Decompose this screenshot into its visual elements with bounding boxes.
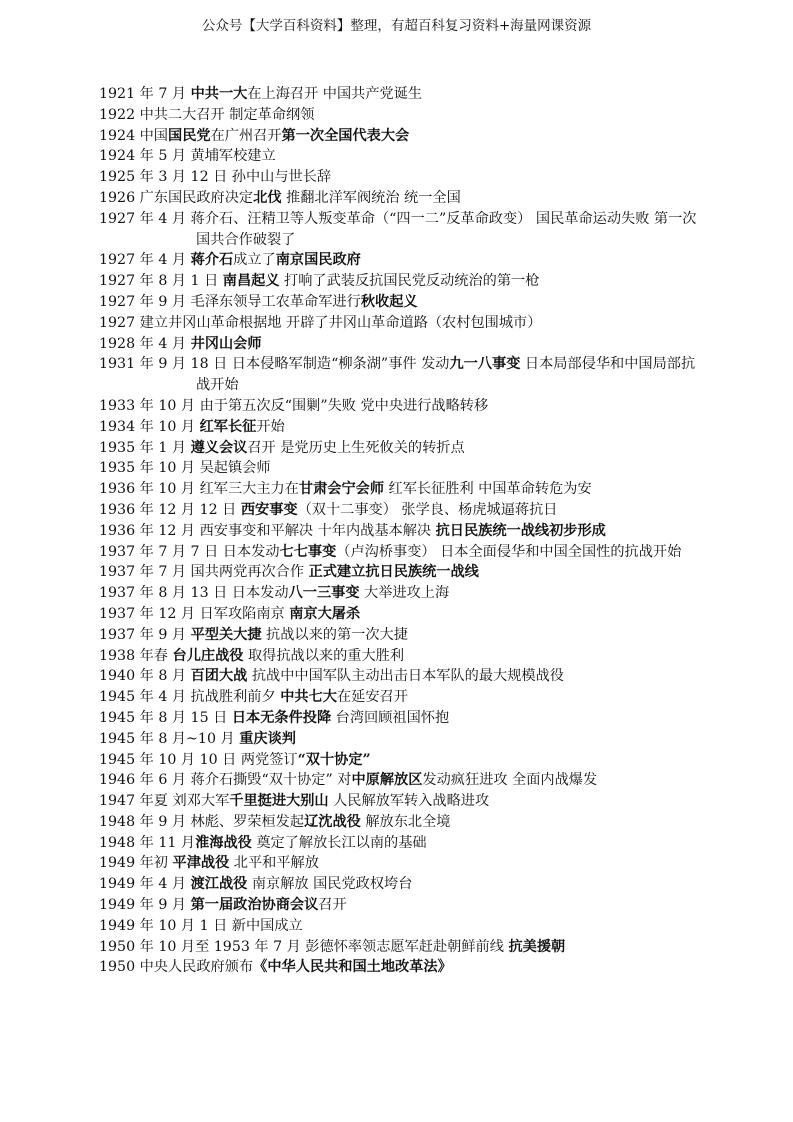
event-keyword: 八一三事变 [288, 585, 360, 602]
event-keyword: 九一八事变 [449, 356, 521, 373]
event-keyword: 西安事变 [240, 501, 298, 518]
timeline-entry [99, 874, 709, 895]
entry-text: 1936 年 12 月 西安事变和平解决 十年内战基本解决 [99, 522, 436, 539]
event-keyword: 中原解放区 [351, 772, 423, 789]
timeline-entry [99, 687, 709, 708]
event-keyword: 第一次全国代表大会 [281, 127, 410, 144]
timeline-entry [99, 271, 709, 292]
entry-text: 1937 年 7 月 国共两党再次合作 [99, 564, 309, 581]
timeline-list [99, 84, 709, 978]
event-keyword: 淮海战役 [195, 834, 252, 851]
entry-text: 在广州召开 [210, 127, 282, 144]
document-header: 公众号【大学百科资料】整理，有超百科复习资料+海量网课资源 [201, 18, 592, 34]
timeline-entry [99, 853, 709, 874]
entry-text: 1931 年 9 月 18 日 日本侵略军制造“柳条湖”事件 发动 [99, 356, 450, 373]
entry-text: 1938 年春 [99, 647, 173, 664]
timeline-entry [99, 292, 709, 313]
event-keyword: 蒋介石 [190, 252, 234, 269]
event-keyword: 平型关大捷 [190, 626, 262, 643]
entry-text: 1940 年 8 月 [99, 668, 191, 685]
entry-text: 1950 年 10 月至 1953 年 7 月 彭德怀率领志愿军赶赴朝鲜前线 [99, 938, 509, 955]
event-keyword: 遵义会议 [190, 439, 248, 456]
event-keyword: 重庆谈判 [239, 730, 296, 747]
event-keyword: 七七事变 [279, 543, 337, 560]
entry-text: 南京解放 国民党政权垮台 [247, 876, 413, 893]
entry-text: 推翻北洋军阀统治 统一全国 [281, 189, 461, 206]
entry-text: 1935 年 10 月 吴起镇会师 [99, 460, 271, 477]
timeline-entry [99, 604, 709, 625]
entry-text: 1937 年 8 月 13 日 日本发动 [99, 585, 289, 602]
timeline-entry [99, 458, 709, 479]
timeline-entry [99, 521, 709, 542]
entry-text: 打响了武装反抗国民党反动统治的第一枪 [279, 273, 540, 290]
event-keyword: 南京大屠杀 [289, 605, 361, 622]
timeline-entry [99, 542, 709, 563]
entry-text: 抗战以来的第一次大捷 [261, 626, 408, 643]
entry-text: 台湾回顾祖国怀抱 [331, 709, 450, 726]
entry-text: 在延安召开 [336, 689, 408, 706]
entry-text: 1948 年 9 月 林彪、罗荣桓发起 [99, 813, 305, 830]
event-keyword: 千里挺进大别山 [229, 793, 329, 810]
timeline-entry [99, 167, 709, 188]
entry-text: 1934 年 10 月 [99, 418, 200, 435]
event-keyword: 中共七大 [280, 689, 337, 706]
timeline-entry [99, 562, 709, 583]
event-keyword: 渡江战役 [190, 876, 248, 893]
timeline-entry [99, 895, 709, 916]
entry-text: 1927 年 4 月 [99, 252, 191, 269]
timeline-entry [99, 209, 709, 251]
event-keyword: 平津战役 [172, 855, 230, 872]
timeline-entry [99, 708, 709, 729]
timeline-entry [99, 937, 709, 958]
entry-text: 1945 年 4 月 抗战胜利前夕 [99, 689, 281, 706]
event-keyword: 辽沈战役 [304, 813, 361, 830]
entry-text: 奠定了解放长江以南的基础 [251, 834, 427, 851]
entry-text: 1925 年 3 月 12 日 孙中山与世长辞 [99, 169, 332, 186]
entry-text: 北平和平解放 [229, 855, 319, 872]
event-keyword: 日本无条件投降 [231, 709, 332, 726]
timeline-entry [99, 957, 709, 978]
entry-text: 红军长征胜利 中国革命转危为安 [384, 481, 592, 498]
entry-text: 成立了 [233, 252, 276, 269]
timeline-entry [99, 750, 709, 771]
entry-text: 1924 年 5 月 黄埔军校建立 [99, 148, 276, 165]
event-keyword: 秋收起义 [360, 293, 418, 310]
entry-text: 1946 年 6 月 蒋介石撕毁“双十协定” 对 [99, 772, 352, 789]
timeline-entry [99, 646, 709, 667]
event-keyword: 红军长征 [199, 418, 257, 435]
entry-text: 召开 是党历史上生死攸关的转折点 [247, 439, 465, 456]
entry-text: 1935 年 1 月 [99, 439, 191, 456]
entry-text: 在上海召开 中国共产党诞生 [247, 86, 423, 102]
timeline-entry [99, 354, 709, 396]
entry-text: 1949 年 10 月 1 日 新中国成立 [99, 917, 303, 934]
timeline-entry [99, 146, 709, 167]
timeline-entry [99, 500, 709, 521]
timeline-entry [99, 812, 709, 833]
timeline-entry [99, 84, 709, 105]
event-keyword: 抗日民族统一战线初步形成 [435, 522, 606, 539]
entry-text: 1950 中央人民政府颁布 [99, 959, 254, 976]
timeline-entry [99, 666, 709, 687]
timeline-entry [99, 438, 709, 459]
entry-text: （卢沟桥事变） 日本全面侵华和中国全国性的抗战开始 [336, 543, 682, 560]
entry-text: 1945 年 8 月 15 日 [99, 709, 232, 726]
event-keyword: 中共一大 [190, 86, 248, 102]
event-keyword: “双十协定” [297, 751, 371, 768]
event-keyword: 正式建立抗日民族统一战线 [308, 564, 479, 581]
entry-text: 日本局部侵华和中国局部抗战开始 [196, 356, 696, 394]
entry-text: 1937 年 7 月 7 日 日本发动 [99, 543, 280, 560]
timeline-entry [99, 126, 709, 147]
entry-text: 1927 年 8 月 1 日 [99, 273, 223, 290]
entry-text: 1949 年初 [99, 855, 173, 872]
timeline-entry [99, 625, 709, 646]
timeline-entry [99, 250, 709, 271]
entry-text: 1924 中国 [99, 127, 168, 144]
timeline-entry [99, 583, 709, 604]
entry-text: 1928 年 4 月 [99, 335, 191, 352]
event-keyword: 《中华人民共和国土地改革法》 [253, 959, 452, 976]
entry-text: 人民解放军转入战略进攻 [328, 793, 490, 810]
entry-text: 开始 [256, 418, 285, 435]
event-keyword: 第一届政治协商会议 [190, 897, 319, 914]
entry-text: 1933 年 10 月 由于第五次反“围剿”失败 党中央进行战略转移 [99, 397, 489, 414]
entry-text: 抗战中中国军队主动出击日本军队的最大规模战役 [247, 668, 564, 685]
entry-text: 1936 年 10 月 红军三大主力在 [99, 481, 299, 498]
entry-text: 召开 [318, 897, 347, 914]
entry-text: 发动疯狂进攻 全面内战爆发 [422, 772, 598, 789]
entry-text: 解放东北全境 [360, 813, 451, 830]
event-keyword: 南昌起义 [222, 273, 280, 290]
entry-text: 取得抗战以来的重大胜利 [243, 647, 405, 664]
timeline-entry [99, 313, 709, 334]
event-keyword: 井冈山会师 [190, 335, 262, 352]
event-keyword: 国民党 [168, 127, 211, 144]
timeline-entry [99, 105, 709, 126]
entry-text: 1947 年夏 刘邓大军 [99, 793, 230, 810]
entry-text: 1948 年 11 月 [99, 834, 196, 851]
entry-text: 1921 年 7 月 [99, 86, 191, 102]
entry-text: 大举进攻上海 [359, 585, 450, 602]
timeline-entry [99, 729, 709, 750]
entry-text: 1949 年 4 月 [99, 876, 191, 893]
timeline-entry [99, 770, 709, 791]
entry-text: 1937 年 9 月 [99, 626, 191, 643]
event-keyword: 甘肃会宁会师 [298, 481, 385, 498]
entry-text: 1945 年 8 月~10 月 [99, 730, 240, 747]
entry-text: 1927 建立井冈山革命根据地 开辟了井冈山革命道路（农村包围城市） [99, 314, 542, 331]
timeline-entry [99, 334, 709, 355]
entry-text: 1927 年 9 月 毛泽东领导工农革命军进行 [99, 293, 361, 310]
entry-text: 1936 年 12 月 12 日 [99, 501, 241, 518]
entry-text: 1949 年 9 月 [99, 897, 191, 914]
entry-text: （双十二事变） 张学良、杨虎城逼蒋抗日 [297, 501, 558, 518]
timeline-entry [99, 479, 709, 500]
event-keyword: 北伐 [253, 189, 282, 206]
entry-text: 1926 广东国民政府决定 [99, 189, 254, 206]
event-keyword: 台儿庄战役 [172, 647, 244, 664]
timeline-entry [99, 396, 709, 417]
timeline-entry [99, 916, 709, 937]
timeline-entry [99, 188, 709, 209]
entry-text: 1922 中共二大召开 制定革命纲领 [99, 106, 315, 123]
timeline-entry [99, 833, 709, 854]
timeline-entry [99, 791, 709, 812]
entry-text: 1945 年 10 月 10 日 两党签订 [99, 751, 298, 768]
entry-text: 1937 年 12 月 日军攻陷南京 [99, 605, 290, 622]
entry-text: 1927 年 4 月 蒋介石、汪精卫等人叛变革命（“四一二”反革命政变） 国民革命运动失败 第一次国共合作破裂了 [99, 210, 697, 248]
event-keyword: 抗美援朝 [508, 938, 566, 955]
timeline-entry [99, 417, 709, 438]
event-keyword: 南京国民政府 [275, 252, 361, 269]
event-keyword: 百团大战 [190, 668, 248, 685]
